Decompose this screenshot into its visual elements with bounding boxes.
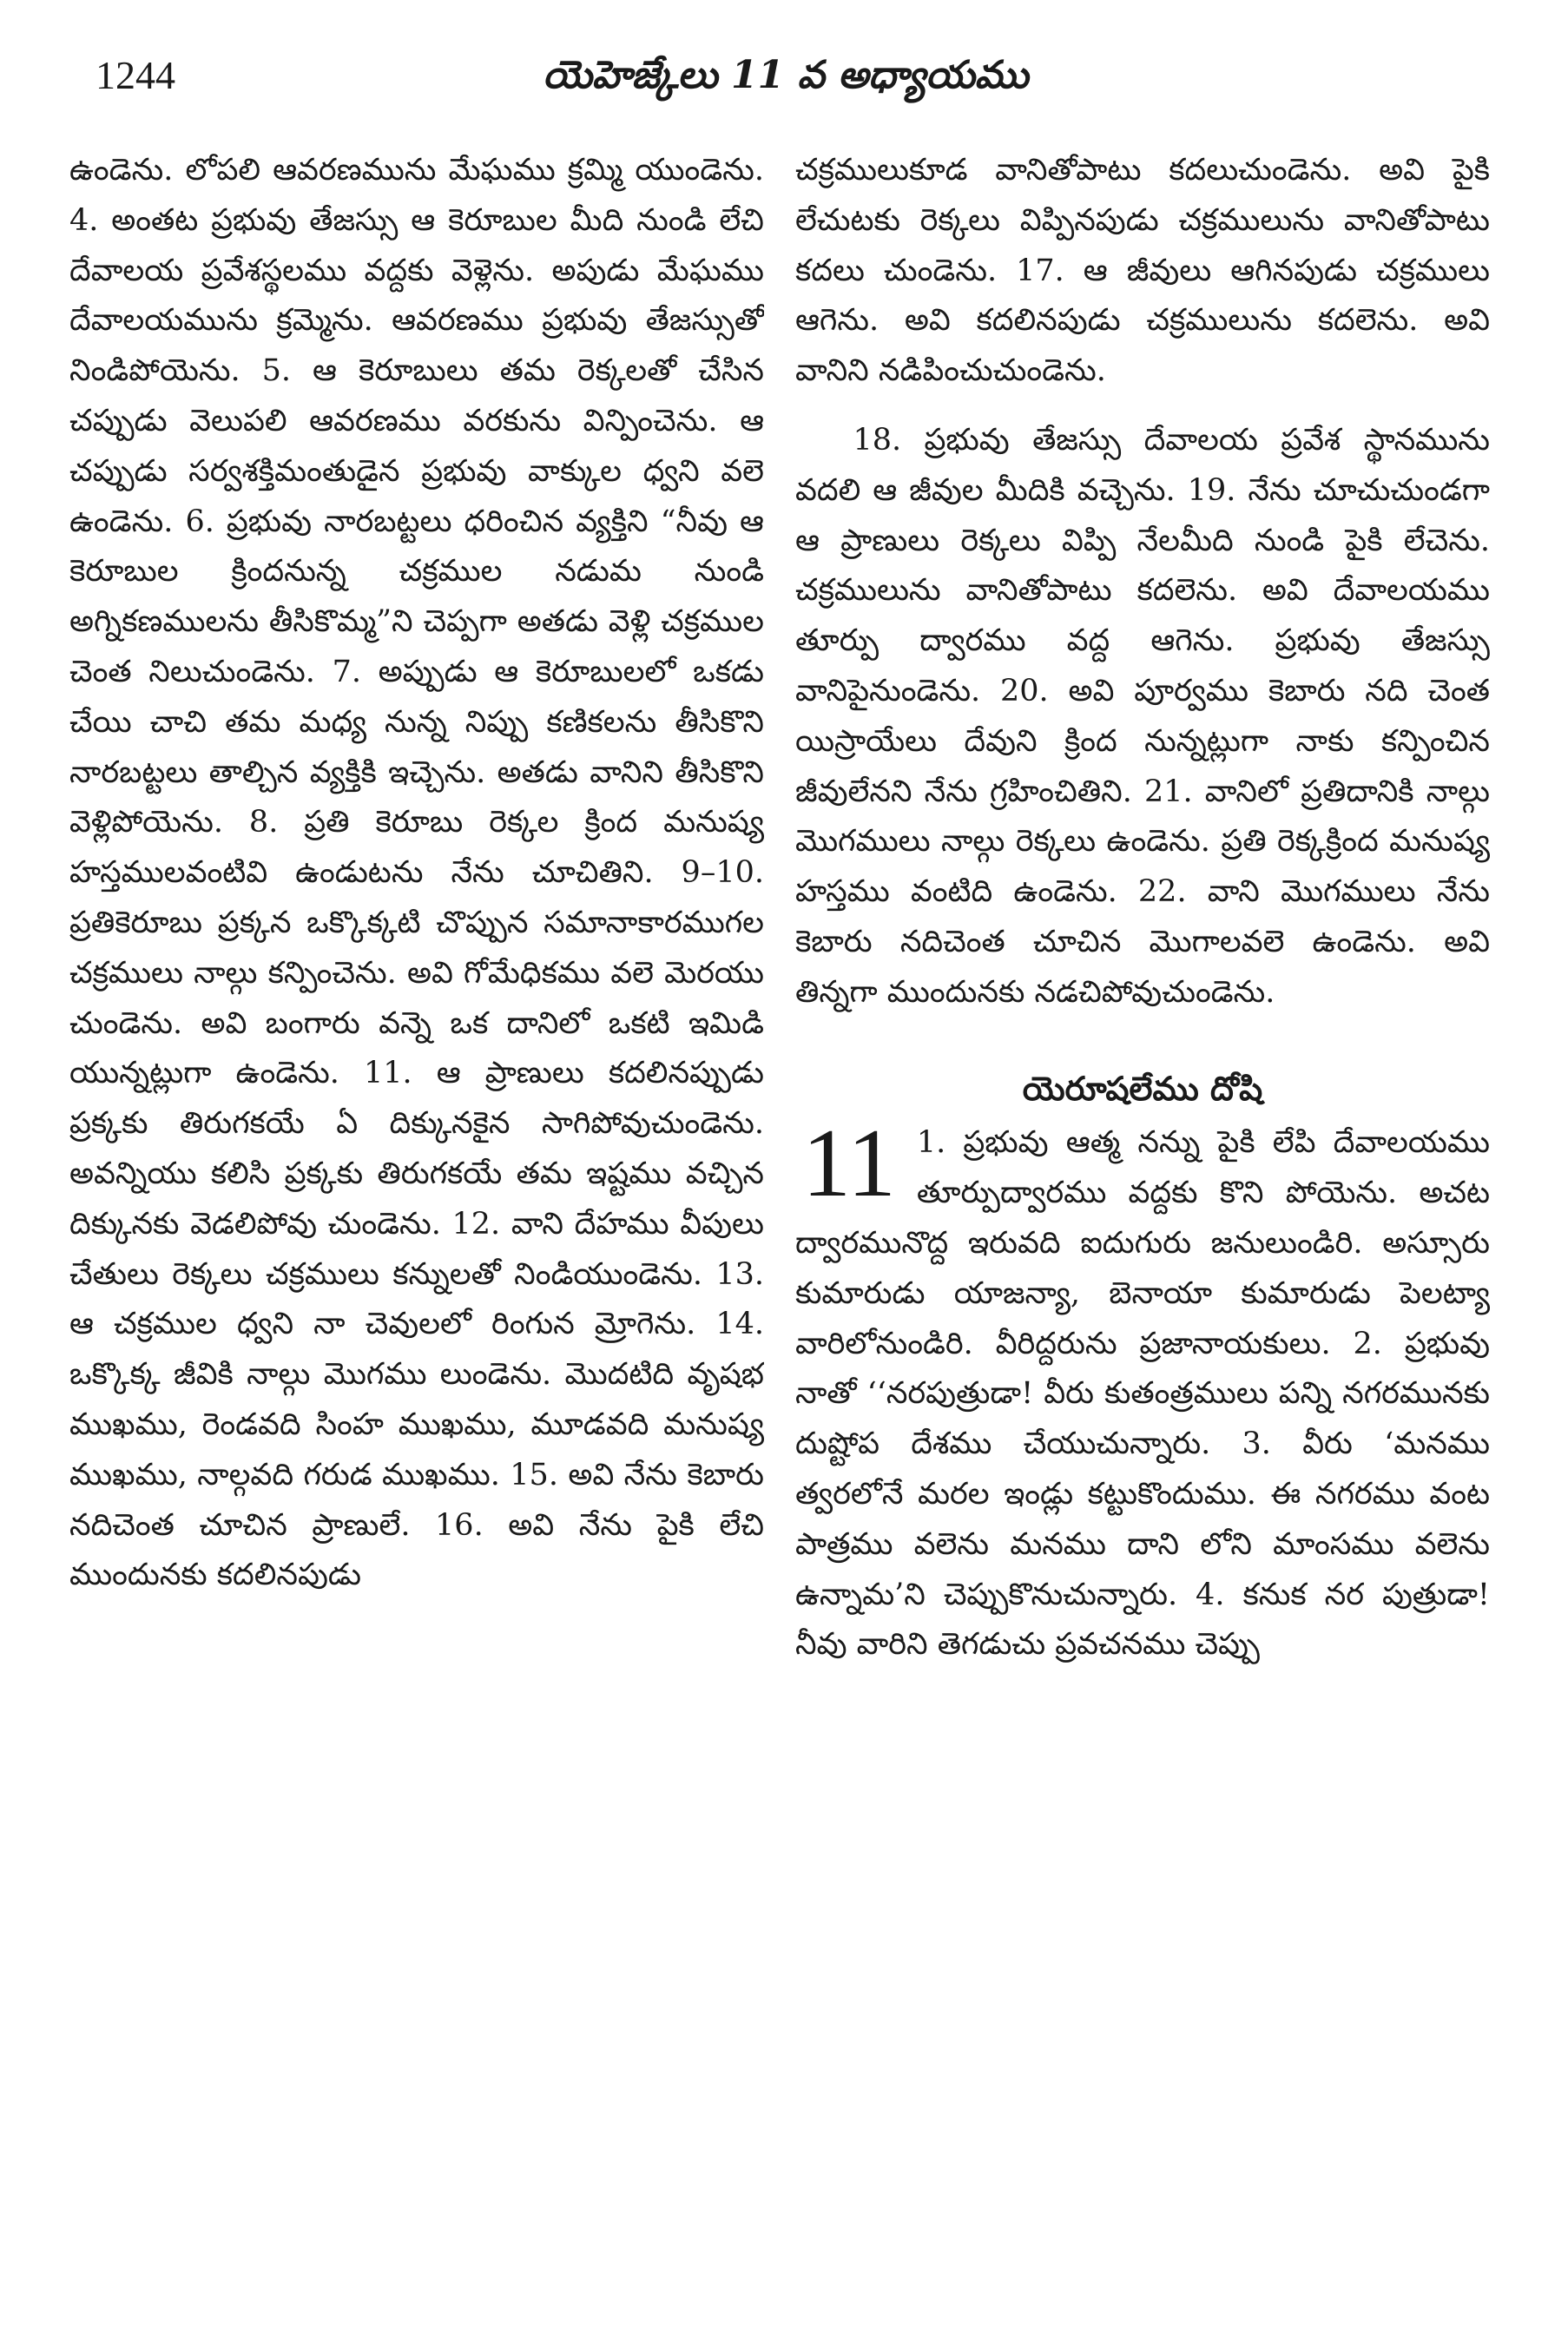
chapter-block bbox=[795, 1110, 1490, 1670]
right-paragraph-3: 1. ప్రభువు ఆత్మ నన్ను పైకి లేపి దేవాలయము తూర్పుద్వారము వద్దకు కొని పోయెను. అచట ద్వారమునొద్ద ఇరువది ఐదుగురు జనులుండిరి. అస్సూరు కుమారుడు యాజన్యా, బెనాయా కుమారుడు పెలట్యా వారిలోనుండిరి. వీరిద్దరును ప్రజానాయకులు. 2. ప్రభువు నాతో ‘‘నరపుత్రుడా! వీరు కుతంత్రములు పన్ని నగరమునకు దుష్టోప దేశము చేయుచున్నారు. 3. వీరు ‘మనము త్వరలోనే మరల ఇండ్లు కట్టుకొందుము. ఈ నగరము వంట పాత్రము వలెను మనము దాని లోని మాంసము వలెను ఉన్నామ’ని చెప్పుకొనుచున్నారు. 4. కనుక నర పుత్రుడా! నీవు వారిని తెగడుచు ప్రవచనము చెప్పు bbox=[795, 1125, 1490, 1663]
right-paragraph-1: చక్రములుకూడ వానితోపాటు కదలుచుండెను. అవి పైకి లేచుటకు రెక్కలు విప్పినపుడు చక్రములును వానితోపాటు కదలు చుండెను. 17. ఆ జీవులు ఆగినపుడు చక్రములు ఆగెను. అవి కదలినపుడు చక్రములును కదలెను. అవి వానిని నడిపించుచుండెను. bbox=[795, 153, 1490, 389]
right-paragraph-2: 18. ప్రభువు తేజస్సు దేవాలయ ప్రవేశ స్థానమును వదలి ఆ జీవుల మీదికి వచ్చెను. 19. నేను చూచుచుండగా ఆ ప్రాణులు రెక్కలు విప్పి నేలమీది నుండి పైకి లేచెను. చక్రములును వానితోపాటు కదలెను. అవి దేవాలయము తూర్పు ద్వారము వద్ద ఆగెను. ప్రభువు తేజస్సు వానిపైనుండెను. 20. అవి పూర్వము కెబారు నది చెంత యిస్రాయేలు దేవుని క్రింద నున్నట్లుగా నాకు కన్పించిన జీవులేనని నేను గ్రహించితిని. 21. వానిలో ప్రతిదానికి నాల్గు మొగములు నాల్గు రెక్కలు ఉండెను. ప్రతి రెక్కక్రింద మనుష్య హస్తము వంటిది ఉండెను. 22. వాని మొగములు నేను కెబారు నదిచెంత చూచిన మొగాలవలె ఉండెను. అవి తిన్నగా ముందునకు నడచిపోవుచుండెను. bbox=[795, 422, 1490, 1010]
chapter-number: 11 bbox=[802, 1110, 896, 1218]
left-column-text: ఉండెను. లోపలి ఆవరణమును మేఘము క్రమ్మి యుండెను. 4. అంతట ప్రభువు తేజస్సు ఆ కెరూబుల మీది నుండి లేచి దేవాలయ ప్రవేశస్థలము వద్దకు వెళ్లెను. అపుడు మేఘము దేవాలయమును క్రమ్మెను. ఆవరణము ప్రభువు తేజస్సుతో నిండిపోయెను. 5. ఆ కెరూబులు తమ రెక్కలతో చేసిన చప్పుడు వెలుపలి ఆవరణము వరకును విన్పించెను. ఆ చప్పుడు సర్వశక్తిమంతుడైన ప్రభువు వాక్కుల ధ్వని వలె ఉండెను. 6. ప్రభువు నారబట్టలు ధరించిన వ్యక్తిని “నీవు ఆ కెరూబుల క్రిందనున్న చక్రముల నడుమ నుండి అగ్నికణములను తీసికొమ్మ”ని చెప్పగా అతడు వెళ్లి చక్రముల చెంత నిలుచుండెను. 7. అప్పుడు ఆ కెరూబులలో ఒకడు చేయి చాచి తమ మధ్య నున్న నిప్పు కణికలను తీసికొని నారబట్టలు తాల్చిన వ్యక్తికి ఇచ్చెను. అతడు వానిని తీసికొని వెళ్లిపోయెను. 8. ప్రతి కెరూబు రెక్కల క్రింద మనుష్య హస్తములవంటివి ఉండుటను నేను చూచితిని. 9–10. ప్రతికెరూబు ప్రక్కన ఒక్కొక్కటి చొప్పున సమానాకారముగల చక్రములు నాల్గు కన్పించెను. అవి గోమేధికము వలె మెరయు చుండెను. అవి బంగారు వన్నె ఒక దానిలో ఒకటి ఇమిడి యున్నట్లుగా ఉండెను. 11. ఆ ప్రాణులు కదలినప్పుడు ప్రక్కకు తిరుగకయే ఏ దిక్కునకైన సాగిపోవుచుండెను. అవన్నియు కలిసి ప్రక్కకు తిరుగకయే తమ ఇష్టము వచ్చిన దిక్కునకు వెడలిపోవు చుండెను. 12. వాని దేహము వీపులు చేతులు రెక్కలు చక్రములు కన్నులతో నిండియుండెను. 13. ఆ చక్రముల ధ్వని నా చెవులలో రింగున మ్రోగెను. 14. ఒక్కొక్క జీవికి నాల్గు మొగము లుండెను. మొదటిది వృషభ ముఖము, రెండవది సింహ ముఖము, మూడవది మనుష్య ముఖము, నాల్గవది గరుడ ముఖము. 15. అవి నేను కెబారు నదిచెంత చూచిన ప్రాణులే. 16. అవి నేను పైకి లేచి ముందునకు కదలినపుడు bbox=[69, 153, 764, 1593]
section-heading: యెరూషలేము దోషి bbox=[1022, 1068, 1263, 1108]
running-title: యెహెజ్కేలు 11 వ అధ్యాయము bbox=[543, 53, 1029, 97]
right-column bbox=[795, 146, 1490, 2334]
page-header bbox=[96, 45, 1476, 106]
left-column bbox=[69, 146, 764, 2334]
page-number: 1244 bbox=[96, 53, 175, 97]
